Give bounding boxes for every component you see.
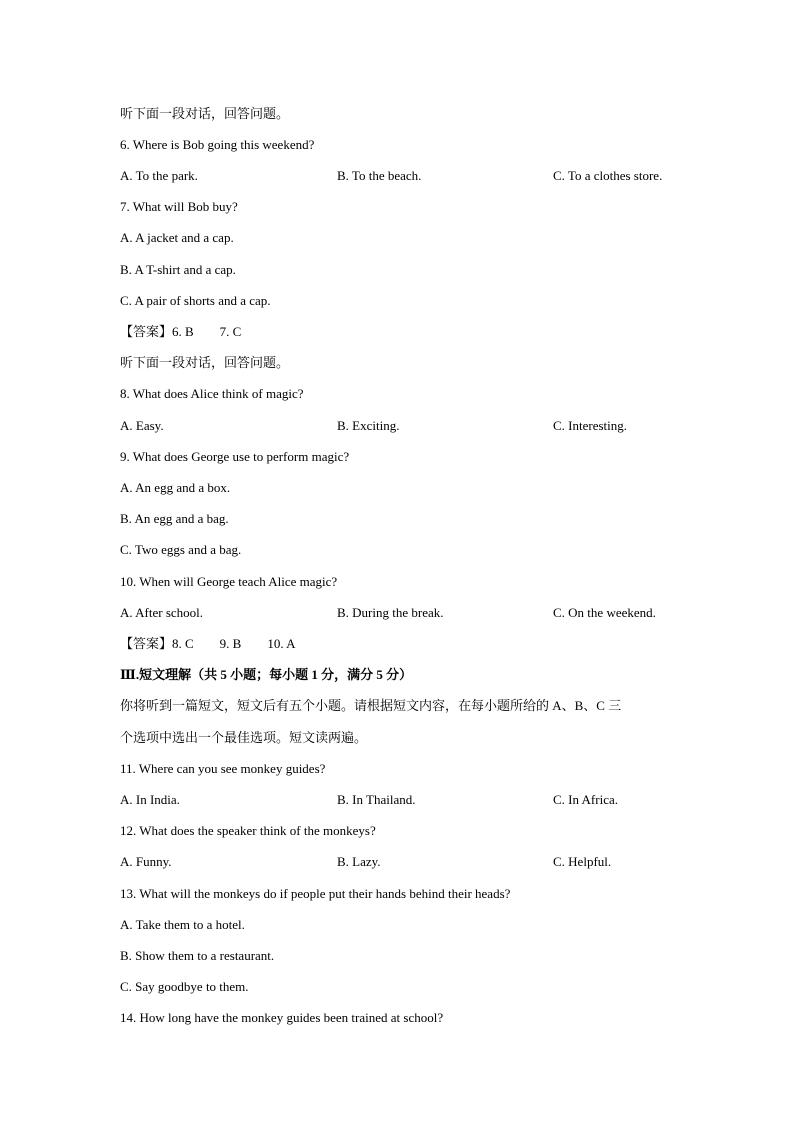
q12-option-b: B. Lazy.	[337, 854, 381, 869]
section-description: 你将听到一篇短文，短文后有五个小题。请根据短文内容，在每小题所给的 A、B、C 三	[120, 698, 622, 713]
q10-option-c: C. On the weekend.	[553, 605, 656, 620]
question-13: 13. What will the monkeys do if people put their hands behind their heads?	[120, 886, 511, 901]
question-7: 7. What will Bob buy?	[120, 199, 238, 214]
question-8: 8. What does Alice think of magic?	[120, 386, 304, 401]
question-9: 9. What does George use to perform magic?	[120, 449, 350, 464]
q9-option-a: A. An egg and a box.	[120, 480, 231, 495]
q10-option-b: B. During the break.	[337, 605, 444, 620]
q8-option-c: C. Interesting.	[553, 418, 628, 433]
section-instruction: 听下面一段对话，回答问题。	[120, 106, 290, 121]
q10-option-a: A. After school.	[120, 605, 204, 620]
q11-option-c: C. In Africa.	[553, 792, 618, 807]
q6-option-a: A. To the park.	[120, 168, 198, 183]
section-heading: Ⅲ.短文理解（共 5 小题；每小题 1 分，满分 5 分）	[120, 667, 413, 682]
answer-key-6-7: 【答案】6. B 7. C	[120, 324, 242, 339]
q12-option-a: A. Funny.	[120, 854, 172, 869]
q7-option-a: A. A jacket and a cap.	[120, 230, 234, 245]
q11-option-a: A. In India.	[120, 792, 180, 807]
question-10: 10. When will George teach Alice magic?	[120, 574, 338, 589]
q13-option-a: A. Take them to a hotel.	[120, 917, 245, 932]
question-14: 14. How long have the monkey guides been trained at school?	[120, 1010, 444, 1025]
q7-option-b: B. A T-shirt and a cap.	[120, 262, 236, 277]
section-description-cont: 个选项中选出一个最佳选项。短文读两遍。	[120, 730, 368, 745]
q6-option-b: B. To the beach.	[337, 168, 422, 183]
q9-option-c: C. Two eggs and a bag.	[120, 542, 242, 557]
q9-option-b: B. An egg and a bag.	[120, 511, 229, 526]
q7-option-c: C. A pair of shorts and a cap.	[120, 293, 271, 308]
q6-option-c: C. To a clothes store.	[553, 168, 663, 183]
q13-option-b: B. Show them to a restaurant.	[120, 948, 275, 963]
q8-option-a: A. Easy.	[120, 418, 164, 433]
answer-key-8-10: 【答案】8. C 9. B 10. A	[120, 636, 296, 651]
question-6: 6. Where is Bob going this weekend?	[120, 137, 315, 152]
q8-option-b: B. Exciting.	[337, 418, 400, 433]
section-instruction: 听下面一段对话，回答问题。	[120, 355, 290, 370]
q13-option-c: C. Say goodbye to them.	[120, 979, 249, 994]
question-11: 11. Where can you see monkey guides?	[120, 761, 326, 776]
q12-option-c: C. Helpful.	[553, 854, 612, 869]
question-12: 12. What does the speaker think of the monkeys?	[120, 823, 376, 838]
q11-option-b: B. In Thailand.	[337, 792, 416, 807]
